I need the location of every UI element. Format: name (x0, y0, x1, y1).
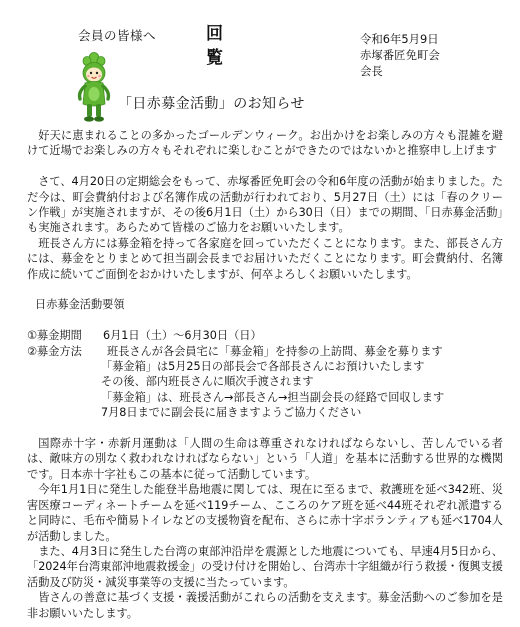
taiwan-earthquake-paragraph: また、4月3日に発生した台湾の東部沖沿岸を震源とした地震についても、早速4月5日から、「2024年台湾東部沖地震救援金」の受け付けを開始し、台湾赤十字組織が行う救援・復興支援活動及び防災・減災事業等の支援に当たっています。 (27, 544, 503, 589)
circular-label (206, 22, 228, 70)
circular-label-char-1: 回 (206, 24, 223, 44)
red-cross-principle-paragraph: 国際赤十字・赤新月運動は「人間の生命は尊重されなければならないし、苦しんでいる者は、敵味方の別なく救われなければならない」という「人道」を基本に活動する世界的な機関です。日本赤十字社もこの基本に従って活動しています。 (27, 437, 503, 481)
method-line: 7月8日までに副会長に届きますようご協力ください (101, 406, 362, 420)
period-value: 6月1日（土）〜6月30日（日） (103, 329, 262, 343)
method-line: 班長さんが各会員宅に「募金箱」を持参の上訪問、募金を募ります (107, 344, 443, 358)
method-label: ②募金方法 (27, 344, 82, 358)
requirements-title: 日赤募金活動要領 (35, 298, 125, 312)
sender-role: 会長 (360, 64, 383, 78)
issue-date: 令和6年5月9日 (360, 32, 439, 46)
closing-request-paragraph: 皆さんの善意に基づく支援・義援活動がこれらの活動を支えます。募金活動へのご参加を是非お願いいたします。 (27, 591, 503, 620)
leaders-request-paragraph: 班長さん方には募金箱を持って各家庭を回っていただくことになります。また、部長さん方には、募金をとりまとめて担当副会長までお届けいただくことになります。町会費納付、名簿作成に続いてご面倒をおかけいたしますが、何卒よろしくお願いいたします。 (27, 236, 503, 281)
notice-body (27, 128, 503, 621)
requirement-method-row (27, 344, 503, 359)
method-details (101, 344, 503, 359)
circular-label-char-2: 覧 (206, 48, 223, 68)
activity-start-paragraph: さて、4月20日の定期総会をもって、赤塚番匠免町会の令和6年度の活動が始まりました。ただ今は、町会費納付および名簿作成の活動が行われており、5月27日（土）には「春のクリーン作戦」が実施されますが、その後6月1日（土）から30日（日）までの期間、「日赤募金活動」も実施されます。あらためて皆様のご協力をお願いいたします。 (27, 175, 503, 235)
green-mascot-character-icon (74, 52, 114, 124)
notice-title: 「日赤募金活動」のお知らせ (118, 96, 305, 112)
period-label: ①募金期間 (27, 329, 82, 343)
method-continuation (27, 359, 503, 421)
association-name: 赤塚番匠免町会 (360, 48, 440, 62)
method-line: その後、部内班長さんに順次手渡されます (101, 375, 314, 389)
addressee-heading: 会員の皆様へ (78, 28, 157, 43)
intro-paragraph: 好天に恵まれることの多かったゴールデンウィーク。お出かけをお楽しみの方々も混雑を避けて近場でお楽しみの方々もそれぞれに楽しむことができたのではないかと推察申し上げます (27, 129, 503, 158)
requirement-period-row (27, 328, 503, 343)
sender-block (360, 31, 440, 79)
noto-earthquake-paragraph: 今年1月1日に発生した能登半島地震に関しては、現在に至るまで、救護班を延べ342班、災害医療コーディネートチームを延べ119チーム、こころのケア班を延べ44班それぞれ派遣すると同時に、毛布や簡易トイレなどの支援物資を配布、さらに赤十字ボランティアも延べ1704人が活動しました。 (27, 483, 503, 543)
method-line: 「募金箱」は、班長さん→部長さん→担当副会長の経路で回収します (101, 390, 445, 404)
method-line: 「募金箱」は5月25日の部長会で各部長さんにお預けいたします (101, 360, 425, 374)
